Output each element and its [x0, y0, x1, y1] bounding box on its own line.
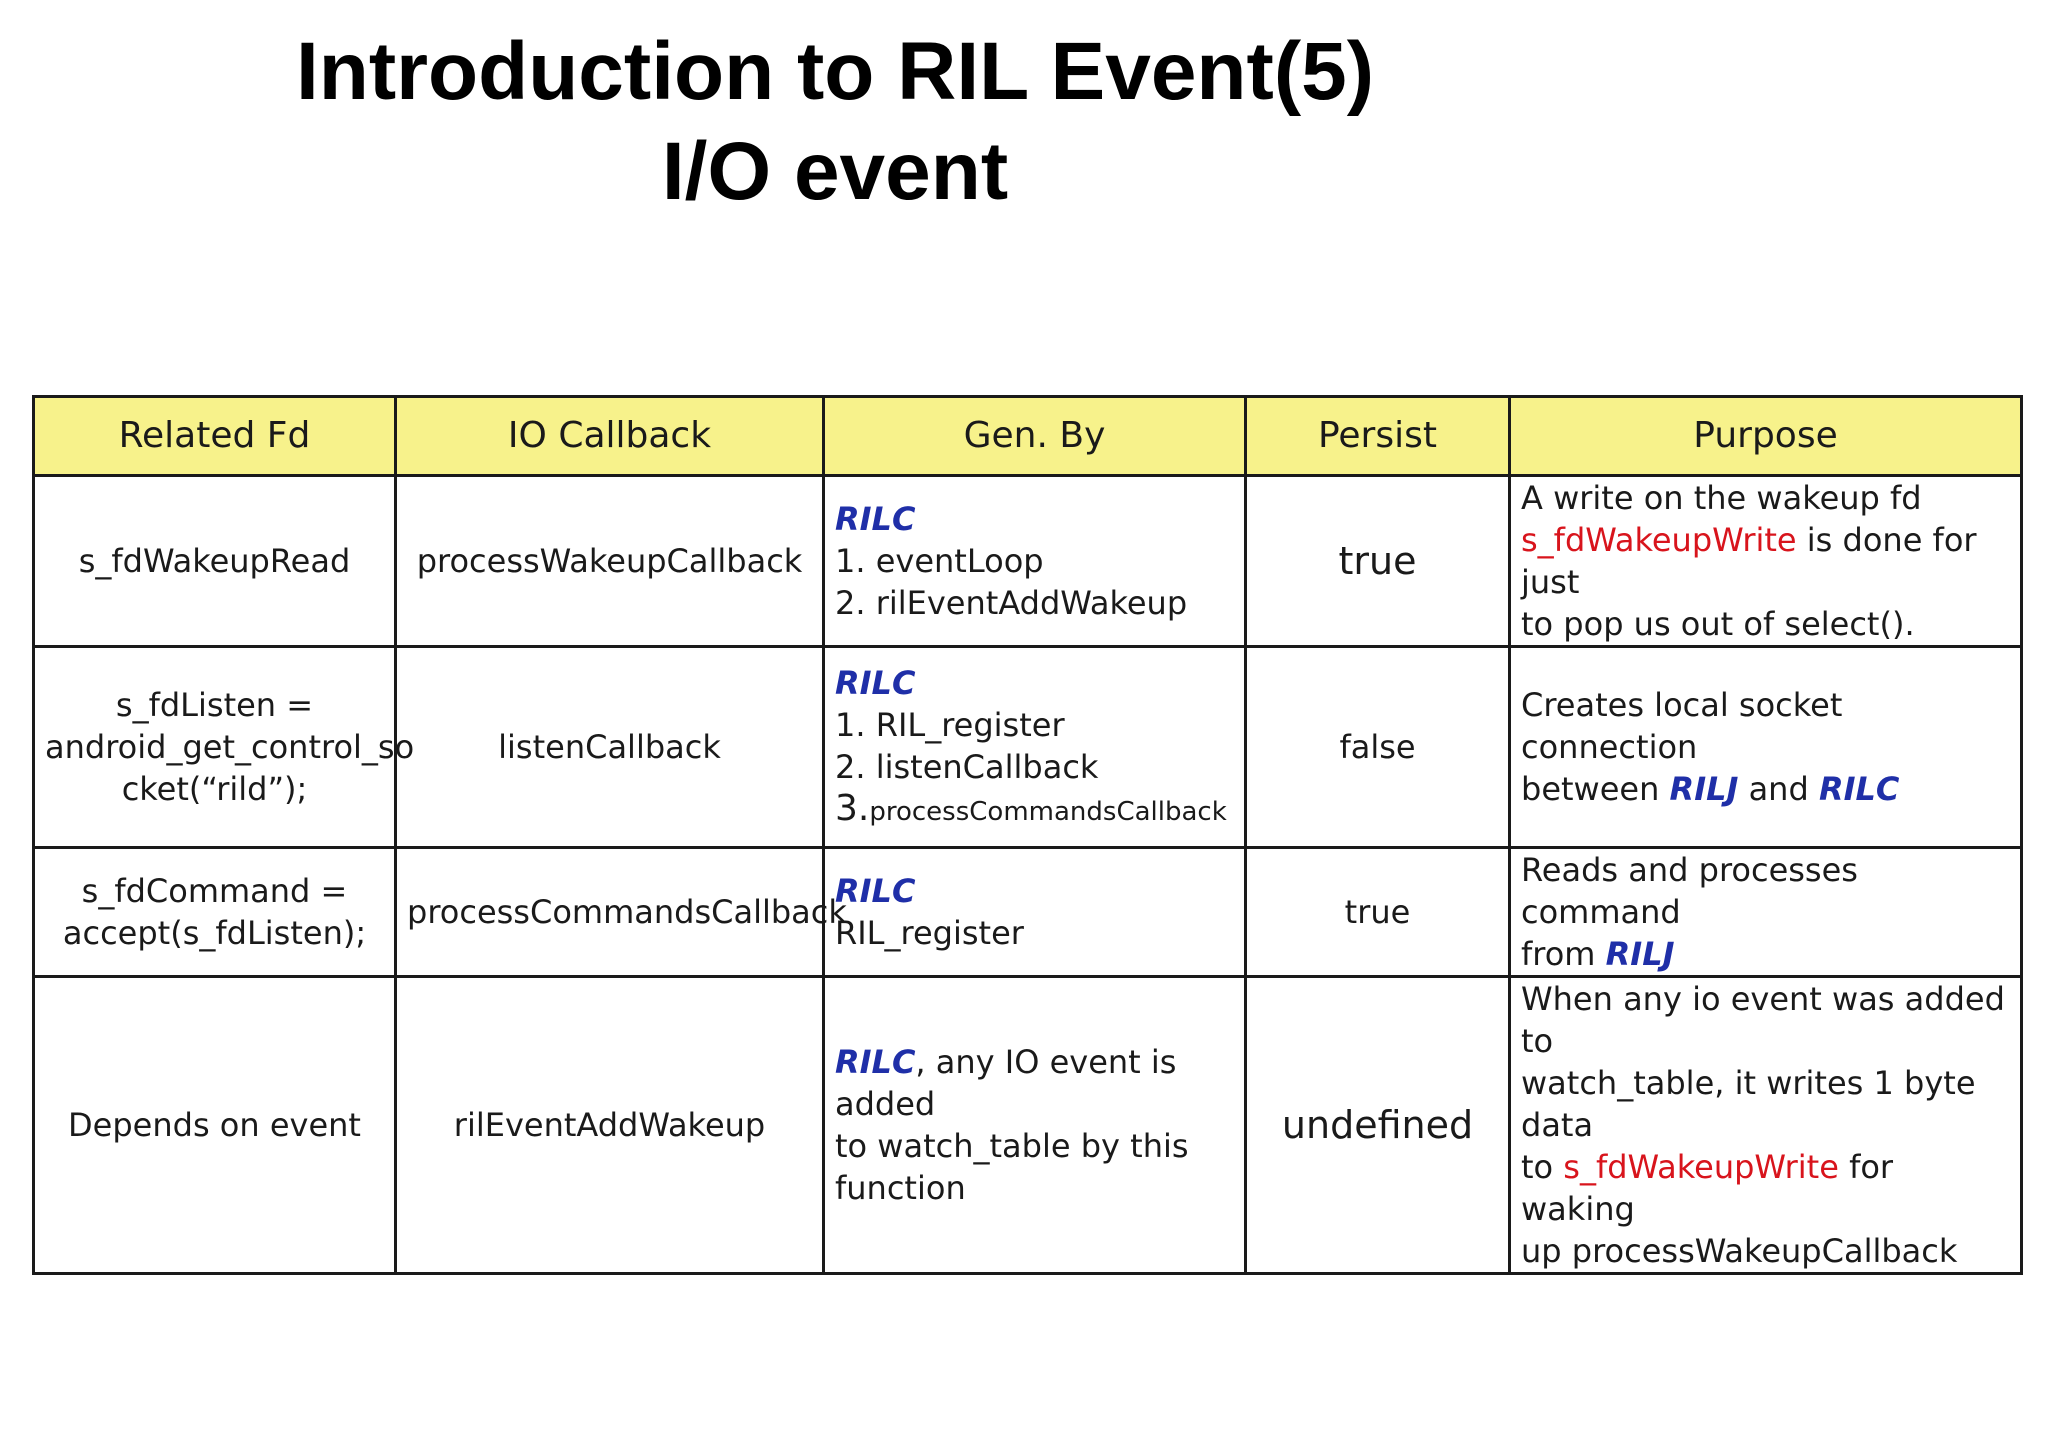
cell-persist: true	[1246, 848, 1510, 977]
fd-text: accept(s_fdListen);	[62, 914, 367, 952]
gen-by-text: to watch_table by this	[835, 1127, 1189, 1165]
header-related-fd: Related Fd	[34, 397, 396, 476]
gen-by-label: RILC	[835, 663, 916, 702]
header-persist: Persist	[1246, 397, 1510, 476]
table-row	[34, 476, 2022, 647]
slide-title-line1: Introduction to RIL Event(5)	[295, 26, 1375, 117]
purpose-text: to	[1521, 1148, 1564, 1186]
cell-io-callback: listenCallback	[396, 647, 824, 848]
table-header-row	[34, 397, 2022, 476]
gen-by-text: , any IO event is added	[835, 1043, 1177, 1123]
cell-io-callback: processWakeupCallback	[396, 476, 824, 647]
slide-title	[0, 22, 1670, 222]
purpose-text: A write on the wakeup fd	[1521, 479, 1922, 517]
purpose-highlight-red: s_fdWakeupWrite	[1563, 1148, 1839, 1186]
cell-persist: true	[1246, 476, 1510, 647]
gen-by-label: RILC	[835, 1043, 916, 1081]
purpose-text: up processWakeupCallback	[1521, 1232, 1958, 1270]
fd-text: s_fdCommand =	[81, 872, 348, 910]
gen-by-item: 1. eventLoop	[835, 542, 1044, 580]
gen-by-item: processCommandsCallback	[869, 796, 1227, 827]
slide-title-line2: I/O event	[661, 126, 1009, 217]
cell-gen-by	[824, 476, 1246, 647]
header-io-callback: IO Callback	[396, 397, 824, 476]
cell-gen-by	[824, 977, 1246, 1274]
purpose-text: to pop us out of select().	[1521, 605, 1915, 643]
header-purpose: Purpose	[1510, 397, 2022, 476]
header-gen-by: Gen. By	[824, 397, 1246, 476]
gen-by-item: 2. rilEventAddWakeup	[835, 584, 1188, 622]
gen-by-label: RILC	[835, 500, 916, 538]
purpose-text: is done for just	[1521, 521, 1977, 601]
table-row	[34, 977, 2022, 1274]
gen-by-item: 1. RIL_register	[835, 705, 1065, 744]
cell-io-callback: rilEventAddWakeup	[396, 977, 824, 1274]
purpose-highlight-blue: RILJ	[1605, 935, 1675, 973]
gen-by-item-number: 3.	[835, 787, 870, 829]
gen-by-text: function	[835, 1169, 966, 1207]
purpose-text: When any io event was added to	[1521, 980, 2005, 1060]
purpose-text: Reads and processes command	[1521, 851, 1858, 931]
table-row	[34, 848, 2022, 977]
cell-persist: false	[1246, 647, 1510, 848]
cell-related-fd: s_fdWakeupRead	[34, 476, 396, 647]
cell-purpose	[1510, 476, 2022, 647]
fd-text: android_get_control_so	[45, 728, 415, 766]
gen-by-label: RILC	[835, 872, 916, 910]
purpose-text: watch_table, it writes 1 byte data	[1521, 1064, 1976, 1144]
cell-gen-by	[824, 848, 1246, 977]
purpose-highlight-blue: RILC	[1818, 770, 1900, 808]
cell-gen-by	[824, 647, 1246, 848]
gen-by-item: 2. listenCallback	[835, 747, 1099, 786]
cell-related-fd	[34, 848, 396, 977]
purpose-text: from	[1521, 935, 1606, 973]
purpose-highlight-red: s_fdWakeupWrite	[1521, 521, 1797, 559]
cell-io-callback: processCommandsCallback	[396, 848, 824, 977]
purpose-text: between	[1521, 770, 1670, 808]
cell-related-fd: Depends on event	[34, 977, 396, 1274]
cell-purpose	[1510, 848, 2022, 977]
cell-purpose	[1510, 977, 2022, 1274]
cell-persist: undefined	[1246, 977, 1510, 1274]
purpose-text: for waking	[1521, 1148, 1894, 1228]
io-event-table	[32, 395, 2023, 1275]
purpose-highlight-blue: RILJ	[1669, 770, 1739, 808]
cell-related-fd	[34, 647, 415, 848]
table-row	[34, 647, 2022, 848]
gen-by-item: RIL_register	[835, 914, 1024, 952]
purpose-text: and	[1738, 770, 1819, 808]
purpose-text: Creates local socket connection	[1521, 686, 1843, 766]
cell-purpose	[1510, 647, 2022, 848]
fd-text: s_fdListen =	[115, 686, 314, 724]
fd-text: cket(“rild”);	[121, 770, 308, 808]
